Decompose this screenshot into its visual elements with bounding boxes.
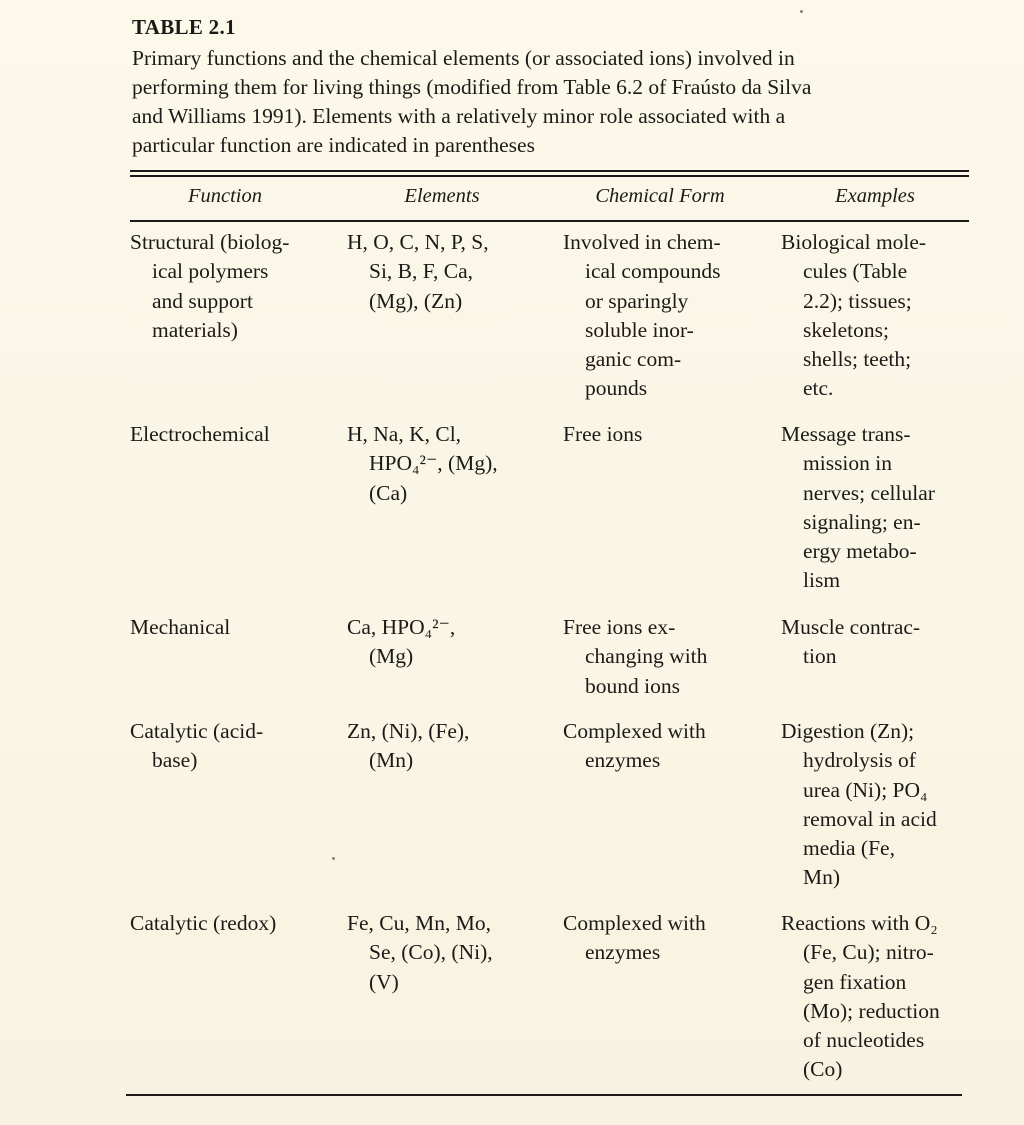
cell-line: ical polymers	[152, 259, 269, 284]
cell-line: Complexed with	[563, 911, 706, 935]
cell-line: tion	[803, 644, 837, 669]
cell-function	[130, 613, 330, 642]
cell-chemical-form	[563, 420, 768, 449]
cell-line: (Mo); reduction	[803, 998, 940, 1023]
cell-line: cules (Table	[803, 259, 908, 284]
cell-line: Free ions	[563, 422, 643, 446]
cell-line: enzymes	[585, 940, 661, 965]
cell-line: H, O, C, N, P, S,	[347, 230, 489, 254]
cell-line: and support	[152, 288, 253, 313]
cell-line: urea (Ni); PO₄	[803, 777, 928, 802]
header-function: Function	[187, 185, 262, 207]
table-top-rule-2	[130, 175, 969, 177]
cell-function	[130, 420, 330, 449]
cell-chemical-form	[563, 717, 768, 776]
cell-line: Ca, HPO₄²⁻,	[347, 615, 456, 639]
cell-line: mission in	[803, 451, 893, 476]
caption-line: and Williams 1991). Elements with a relatively minor role associated with a	[132, 104, 786, 128]
cell-line: changing with	[585, 644, 708, 669]
cell-line: Catalytic (acid-	[130, 719, 264, 743]
cell-line: of nucleotides	[803, 1028, 925, 1053]
cell-line: nerves; cellular	[803, 480, 935, 505]
cell-line: (Fe, Cu); nitro-	[803, 940, 934, 965]
caption-text	[132, 44, 972, 160]
header-chemical-form: Chemical Form	[595, 185, 725, 207]
cell-line: (Ca)	[369, 480, 408, 505]
table-bottom-rule	[126, 1094, 962, 1096]
cell-line: (Co)	[803, 1057, 843, 1082]
caption-line: Primary functions and the chemical elements (or associated ions) involved in	[132, 46, 795, 70]
cell-elements	[347, 228, 547, 316]
table-caption	[132, 14, 972, 160]
cell-line: Biological mole-	[781, 230, 927, 254]
cell-function	[130, 717, 330, 776]
cell-line: Digestion (Zn);	[781, 719, 915, 743]
cell-line: base)	[152, 748, 198, 773]
cell-line: signaling; en-	[803, 509, 921, 534]
cell-line: (V)	[369, 969, 399, 994]
cell-line: materials)	[152, 317, 238, 342]
cell-line: skeletons;	[803, 317, 889, 342]
header-elements: Elements	[404, 185, 480, 207]
cell-line: Electrochemical	[130, 422, 270, 446]
cell-line: Complexed with	[563, 719, 706, 743]
cell-line: (Mn)	[369, 748, 414, 773]
cell-line: Muscle contrac-	[781, 615, 921, 639]
cell-line: ganic com-	[585, 347, 682, 372]
header-rule	[130, 220, 969, 222]
cell-line: (Mg), (Zn)	[369, 288, 463, 313]
cell-line: etc.	[803, 376, 834, 401]
header-examples: Examples	[835, 185, 915, 207]
table-top-rule	[130, 170, 969, 172]
cell-examples	[781, 420, 971, 596]
cell-line: Catalytic (redox)	[130, 911, 277, 935]
paper-speck	[332, 857, 335, 860]
cell-line: gen fixation	[803, 969, 907, 994]
cell-line: Structural (biolog-	[130, 230, 290, 254]
cell-line: lism	[803, 568, 841, 593]
cell-chemical-form	[563, 613, 768, 701]
cell-line: Free ions ex-	[563, 615, 676, 639]
cell-line: Mn)	[803, 865, 841, 890]
cell-function	[130, 909, 330, 938]
cell-elements	[347, 613, 547, 672]
caption-line: performing them for living things (modified from Table 6.2 of Fraústo da Silva	[132, 75, 812, 99]
cell-elements	[347, 420, 547, 508]
cell-line: HPO₄²⁻, (Mg),	[369, 451, 498, 476]
cell-examples	[781, 228, 971, 404]
cell-elements	[347, 909, 547, 997]
cell-examples	[781, 717, 971, 893]
cell-line: Fe, Cu, Mn, Mo,	[347, 911, 491, 935]
cell-line: H, Na, K, Cl,	[347, 422, 462, 446]
cell-line: soluble inor-	[585, 317, 694, 342]
cell-line: (Mg)	[369, 644, 414, 669]
cell-line: Involved in chem-	[563, 230, 721, 254]
caption-line: particular function are indicated in parentheses	[132, 133, 535, 157]
table-label: TABLE 2.1	[132, 15, 236, 39]
cell-line: enzymes	[585, 748, 661, 773]
cell-line: ical compounds	[585, 259, 721, 284]
cell-line: Si, B, F, Ca,	[369, 259, 474, 284]
cell-line: Mechanical	[130, 615, 231, 639]
cell-line: media (Fe,	[803, 836, 895, 861]
cell-chemical-form	[563, 909, 768, 968]
cell-examples	[781, 909, 971, 1085]
cell-line: Se, (Co), (Ni),	[369, 940, 493, 965]
cell-elements	[347, 717, 547, 776]
cell-line: ergy metabo-	[803, 539, 917, 564]
cell-line: or sparingly	[585, 288, 689, 313]
cell-line: pounds	[585, 376, 648, 401]
cell-line: Message trans-	[781, 422, 911, 446]
paper-speck	[800, 10, 803, 13]
cell-examples	[781, 613, 971, 672]
cell-line: bound ions	[585, 673, 680, 698]
cell-line: shells; teeth;	[803, 347, 912, 372]
cell-line: Reactions with O₂	[781, 911, 938, 935]
cell-line: Zn, (Ni), (Fe),	[347, 719, 470, 743]
cell-chemical-form	[563, 228, 768, 404]
cell-line: 2.2); tissues;	[803, 288, 912, 313]
cell-line: removal in acid	[803, 806, 937, 831]
cell-line: hydrolysis of	[803, 748, 916, 773]
cell-function	[130, 228, 330, 345]
